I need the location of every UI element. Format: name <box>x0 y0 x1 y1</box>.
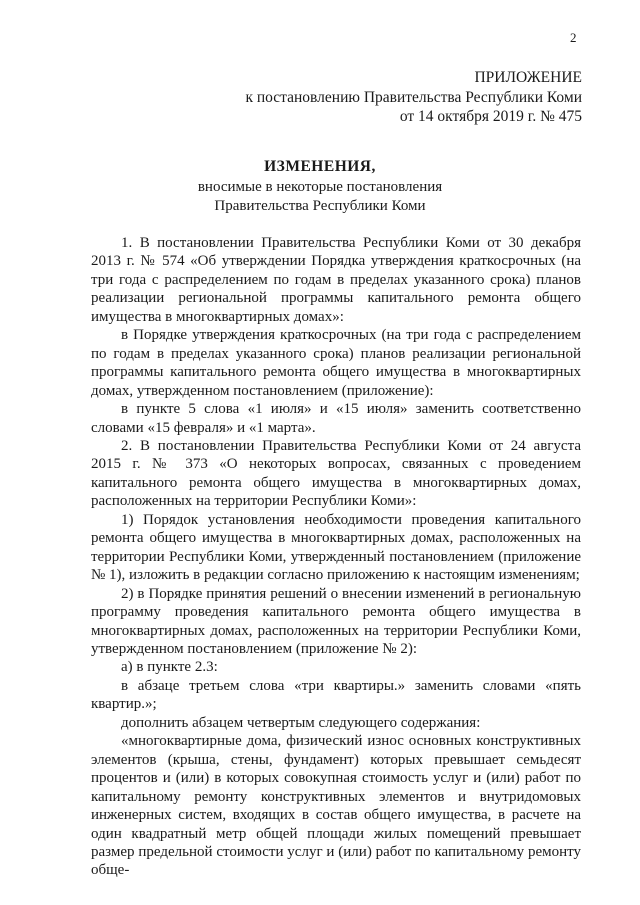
document-subtitle <box>0 178 640 215</box>
paragraph-6: 2) в Порядке принятия решений о внесении изменений в региональную программу проведения капитального ремонта общего имущества в многоквартирных домах, расположенных на территории Республики Коми, утвержденном постановлением (приложение № 2): <box>91 585 581 657</box>
appendix-title: ПРИЛОЖЕНИЕ <box>474 69 582 86</box>
subtitle-line-2: Правительства Республики Коми <box>214 197 426 214</box>
paragraph-1: 1. В постановлении Правительства Республики Коми от 30 декабря 2013 г. № 574 «Об утверждении Порядка утверждения краткосрочных (на три года с распределением по годам в пределах указанного срока) планов реализации региональной программы капитального ремонта общего имущества в многоквартирных домах»: <box>91 235 581 325</box>
paragraph-9: дополнить абзацем четвертым следующего содержания: <box>121 714 481 731</box>
appendix-date-number: от 14 октября 2019 г. № 475 <box>399 108 582 125</box>
paragraph-7: а) в пункте 2.3: <box>121 659 218 676</box>
subtitle-line-1: вносимые в некоторые постановления <box>197 179 443 195</box>
document-title: ИЗМЕНЕНИЯ, <box>264 158 376 175</box>
paragraph-10: «многоквартирные дома, физический износ основных конструктивных элементов (крыша, стены, фундамент) которых превышает семьдесят процентов и (или) в которых совокупная стоимость услуг и (или) работ по капитальному ремонту конструктивных элементов и внутридомовых инженерных систем, входящих в состав общего имущества, в расчете на один квадратный метр общей площади жилых помещений превышает размер предельной стоимости услуг и (или) работ по капитальному ремонту обще- <box>91 733 581 879</box>
document-body <box>91 234 581 880</box>
paragraph-4: 2. В постановлении Правительства Республики Коми от 24 августа 2015 г. № 373 «О некоторых вопросах, связанных с проведением капитального ремонта общего имущества в многоквартирных домах, расположенных на территории Республики Коми»: <box>91 437 581 510</box>
paragraph-2: в Порядке утверждения краткосрочных (на три года с распределением по годам в пределах указанного срока) планов реализации региональной программы капитального ремонта общего имущества в многоквартирных домах, утвержденном постановлением (приложение): <box>91 327 581 399</box>
appendix-header <box>245 68 582 127</box>
paragraph-8: в абзаце третьем слова «три квартиры.» заменить словами «пять квартир.»; <box>91 677 581 713</box>
appendix-reference: к постановлению Правительства Республики Коми <box>245 88 582 106</box>
paragraph-3: в пункте 5 слова «1 июля» и «15 июля» заменить соответственно словами «15 февраля» и «1 марта». <box>91 401 581 436</box>
paragraph-5: 1) Порядок установления необходимости проведения капитального ремонта общего имущества в многоквартирных домах, расположенных на территории Республики Коми, утвержденный постановлением (приложение № 1), изложить в редакции согласно приложению к настоящим изменениям; <box>91 511 581 584</box>
page-number: 2 <box>570 30 577 45</box>
